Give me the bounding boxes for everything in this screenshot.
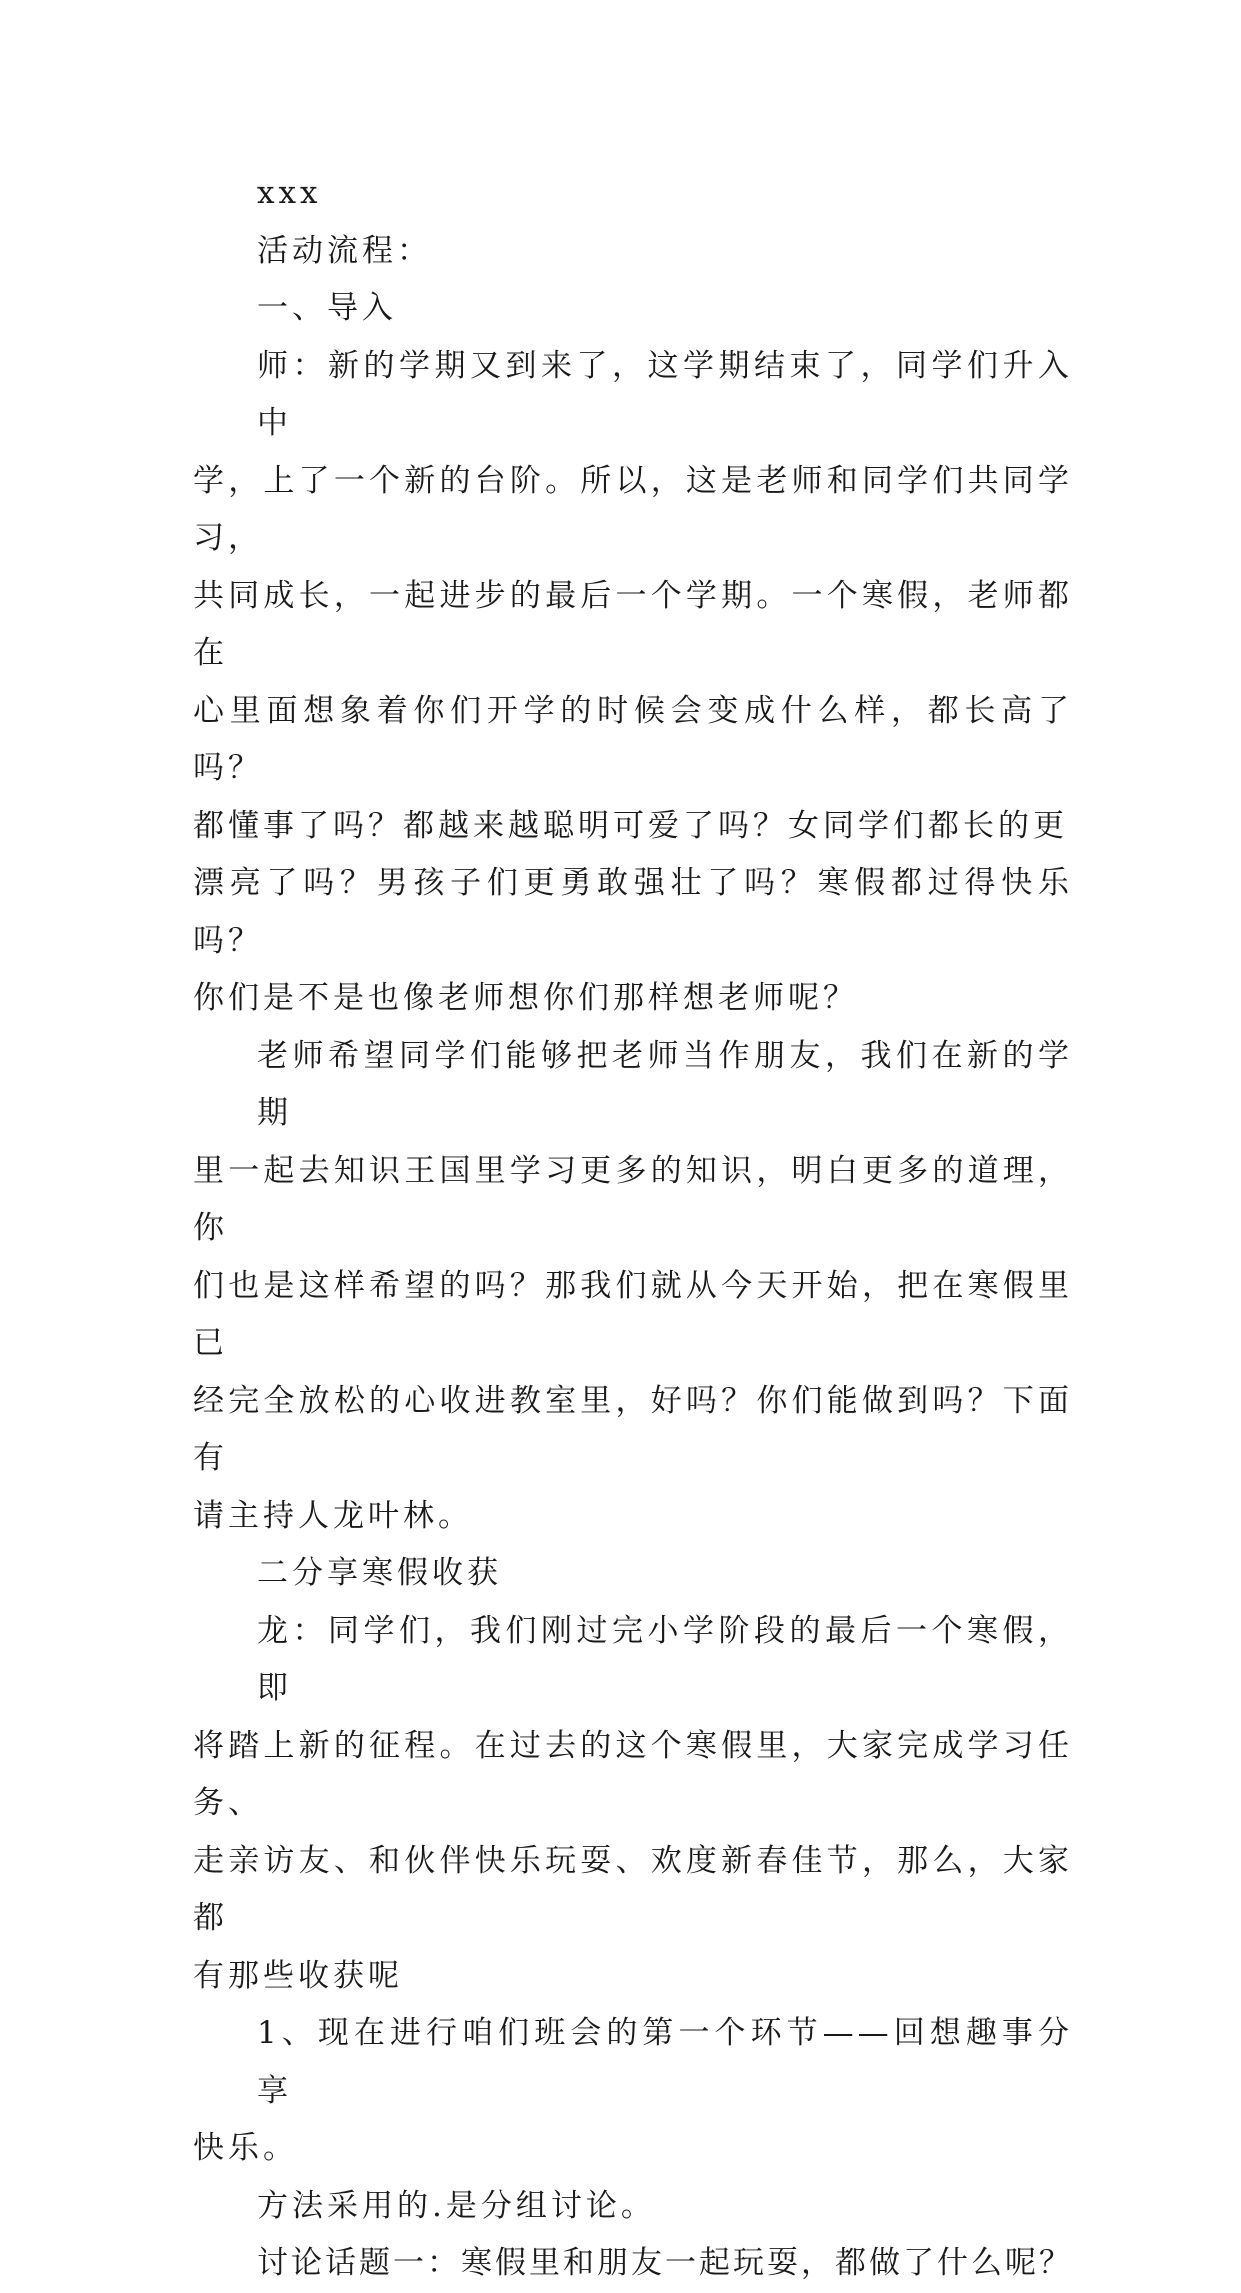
heading-small bbox=[193, 165, 1073, 223]
paragraph-host-speech bbox=[193, 1603, 1073, 2006]
text-line: 二分享寒假收获 bbox=[257, 1555, 502, 1591]
text-line: 请主持人龙叶林。 bbox=[193, 1497, 473, 1534]
paragraph-teacher-hope bbox=[193, 1028, 1073, 1546]
text-line: 师：新的学期又到来了，这学期结束了，同学们升入中 bbox=[257, 347, 1073, 441]
text-line: 们也是这样希望的吗？那我们就从今天开始，把在寒假里已 bbox=[193, 1267, 1073, 1361]
text-line: 老师希望同学们能够把老师当作朋友，我们在新的学期 bbox=[257, 1037, 1073, 1131]
text-line: 你们是不是也像老师想你们那样想老师呢？ bbox=[193, 980, 858, 1016]
paragraph-step-one bbox=[193, 2005, 1073, 2178]
text-line: 走亲访友、和伙伴快乐玩耍、欢度新春佳节，那么，大家都 bbox=[193, 1842, 1073, 1936]
text-line: 1、现在进行咱们班会的第一个环节——回想趣事分享 bbox=[257, 2015, 1073, 2109]
paragraph-method bbox=[193, 2178, 1073, 2236]
paragraph-process bbox=[193, 223, 1073, 281]
paragraph-teacher-speech bbox=[193, 338, 1073, 1028]
text-line: 共同成长，一起进步的最后一个学期。一个寒假，老师都在 bbox=[193, 577, 1073, 671]
text-line: 里一起去知识王国里学习更多的知识，明白更多的道理，你 bbox=[193, 1152, 1073, 1246]
text-line: 学，上了一个新的台阶。所以，这是老师和同学们共同学习， bbox=[193, 462, 1073, 556]
section-heading-intro bbox=[193, 280, 1073, 338]
text-line: 讨论话题一：寒假里和朋友一起玩耍，都做了什么呢？ bbox=[257, 2245, 1073, 2281]
paragraph-topic-one bbox=[193, 2235, 1073, 2293]
document-page bbox=[193, 165, 1073, 2293]
text-line: 龙：同学们，我们刚过完小学阶段的最后一个寒假，即 bbox=[257, 1612, 1073, 1706]
text-line: 心里面想象着你们开学的时候会变成什么样，都长高了吗？ bbox=[193, 692, 1073, 786]
text-line: 快乐。 bbox=[193, 2130, 298, 2166]
text-line: 将踏上新的征程。在过去的这个寒假里，大家完成学习任务、 bbox=[193, 1727, 1073, 1821]
text-line: 都懂事了吗？都越来越聪明可爱了吗？女同学们都长的更 bbox=[193, 807, 1068, 844]
text-line: 有那些收获呢 bbox=[193, 1957, 403, 1994]
text-line: 经完全放松的心收进教室里，好吗？你们能做到吗？下面有 bbox=[193, 1382, 1073, 1476]
section-heading-share bbox=[193, 1545, 1073, 1603]
text-line: xxx bbox=[257, 175, 322, 211]
text-line: 漂亮了吗？男孩子们更勇敢强壮了吗？寒假都过得快乐吗？ bbox=[193, 865, 1073, 959]
text-line: 一、导入 bbox=[257, 290, 397, 326]
text-line: 方法采用的.是分组讨论。 bbox=[257, 2187, 656, 2224]
text-line: 活动流程： bbox=[257, 232, 432, 269]
